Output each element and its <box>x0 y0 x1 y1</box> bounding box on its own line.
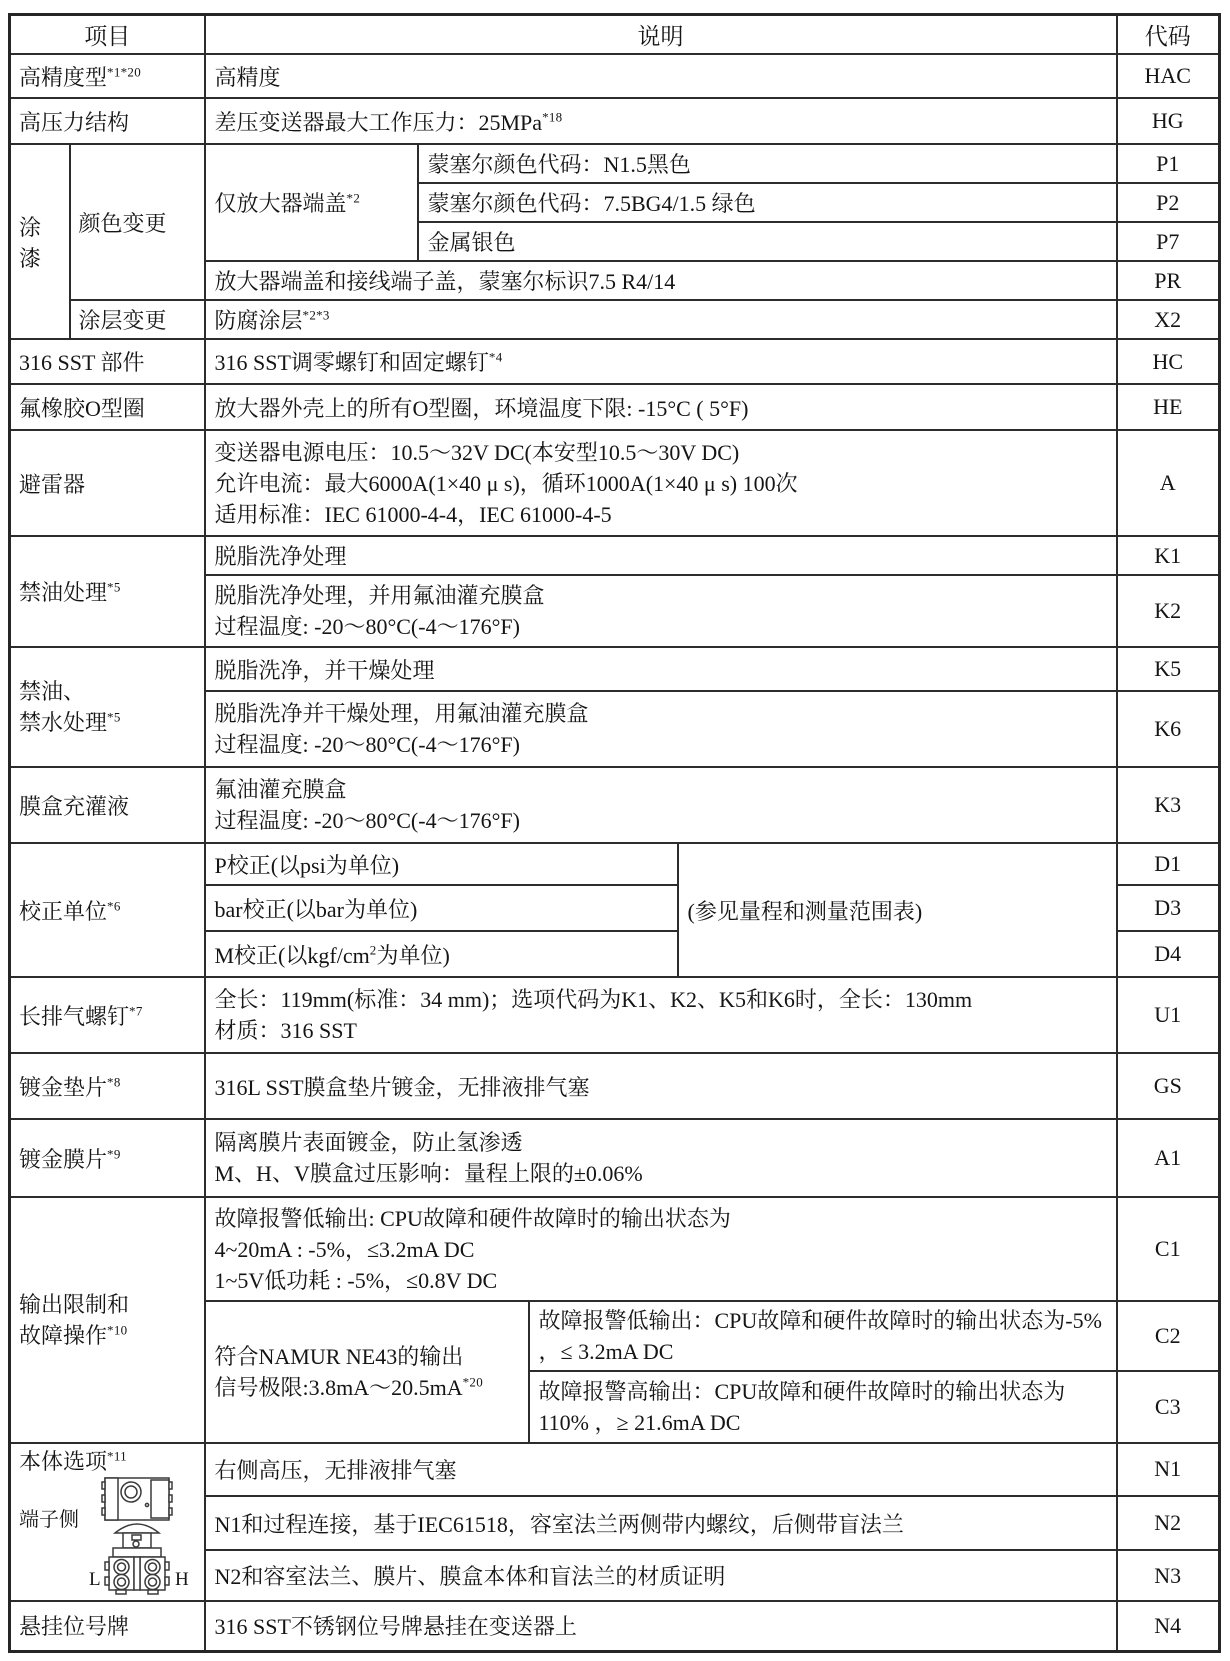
row-hac <box>10 54 1220 98</box>
footnote-sup: *10 <box>107 1322 128 1338</box>
desc-cell-c3 <box>529 1371 1117 1443</box>
desc-line: 故障报警低输出：CPU故障和硬件故障时的输出状态为-5% ，≤ 3.2mA DC <box>538 1308 1102 1364</box>
item-cell-color-change: 颜色变更 <box>70 144 205 300</box>
footnote-sup: *18 <box>542 109 563 125</box>
desc-line <box>215 1372 522 1403</box>
item-label: 故障操作 <box>19 1323 108 1348</box>
code-cell-pr: PR <box>1117 261 1220 300</box>
item-cell-gold-gasket <box>10 1053 205 1119</box>
terminal-side-label: 端子侧 <box>19 1509 79 1531</box>
item-cell-hg: 高压力结构 <box>10 98 205 144</box>
desc-cell-n4: 316 SST不锈钢位号牌悬挂在变送器上 <box>205 1601 1117 1651</box>
code-cell-a1: A1 <box>1117 1119 1220 1197</box>
desc-cell-c2 <box>529 1301 1117 1371</box>
code-cell-k2: K2 <box>1117 575 1220 647</box>
code-cell-x2: X2 <box>1117 300 1220 339</box>
desc-label: M校正(以kgf/cm <box>214 942 370 968</box>
row-u1 <box>10 977 1220 1053</box>
item-label: 禁油处理 <box>19 580 108 605</box>
desc-cell-k6 <box>205 691 1117 767</box>
footnote-sup: *4 <box>488 349 503 365</box>
code-cell-arrester: A <box>1117 430 1220 536</box>
desc-label: 差压变送器最大工作压力：25MPa <box>214 109 543 135</box>
row-p1 <box>10 144 1220 183</box>
option-spec-table <box>8 13 1221 1653</box>
desc-cell-p7: 金属银色 <box>418 222 1117 261</box>
item-cell-oil-free <box>10 536 205 647</box>
row-he <box>10 384 1220 430</box>
footnote-sup: *7 <box>129 1003 143 1019</box>
item-cell-calibration <box>10 843 205 977</box>
code-cell-d3: D3 <box>1117 885 1220 931</box>
desc-cell-d1: P校正(以psi为单位) <box>205 843 678 885</box>
footnote-sup: *9 <box>107 1146 121 1162</box>
footnote-sup: *8 <box>107 1074 121 1090</box>
item-line <box>19 707 198 738</box>
item-cell-tag-plate: 悬挂位号牌 <box>10 1601 205 1651</box>
desc-cell-k3 <box>205 767 1117 843</box>
desc-cell-p2: 蒙塞尔颜色代码：7.5BG4/1.5 绿色 <box>418 183 1117 222</box>
desc-cell-k5: 脱脂洗净，并干燥处理 <box>205 647 1117 691</box>
item-label: 本体选项 <box>19 1449 108 1474</box>
code-cell-p2: P2 <box>1117 183 1220 222</box>
desc-cell-k1: 脱脂洗净处理 <box>205 536 1117 575</box>
code-cell-k3: K3 <box>1117 767 1220 843</box>
desc-line: 故障报警低输出: CPU故障和硬件故障时的输出状态为 <box>214 1205 731 1231</box>
code-cell-hg: HG <box>1117 98 1220 144</box>
transmitter-diagram-icon <box>81 1475 189 1597</box>
desc-line: 故障报警高输出：CPU故障和硬件故障时的输出状态为110% ，≥ 21.6mA DC <box>538 1379 1066 1435</box>
item-line <box>19 1320 198 1351</box>
item-cell-paint: 涂漆 <box>10 144 70 339</box>
desc-line: 过程温度: -20～80°C(-4～176°F) <box>214 808 520 833</box>
row-n4 <box>10 1601 1220 1651</box>
desc-line: 隔离膜片表面镀金，防止氢渗透 <box>214 1130 523 1155</box>
item-cell-body-option <box>10 1443 205 1601</box>
row-x2 <box>10 300 1220 339</box>
desc-label: 防腐涂层 <box>214 308 303 333</box>
desc-cell-hc <box>205 339 1117 384</box>
desc-label: 为单位) <box>376 942 450 968</box>
code-cell-c3: C3 <box>1117 1371 1220 1443</box>
desc-line: 4~20mA : -5%，≤3.2mA DC <box>214 1236 475 1262</box>
desc-cell-pr: 放大器端盖和接线端子盖，蒙塞尔标识7.5 R4/14 <box>205 261 1117 300</box>
item-label: 禁水处理 <box>19 710 108 735</box>
table-header-row <box>10 15 1220 55</box>
code-cell-c2: C2 <box>1117 1301 1220 1371</box>
item-line: 禁油、 <box>19 679 86 704</box>
code-cell-gs: GS <box>1117 1053 1220 1119</box>
footnote-sup: *5 <box>107 579 121 595</box>
item-cell-vent-screw <box>10 977 205 1053</box>
desc-label: 316 SST调零螺钉和固定螺钉 <box>214 350 489 375</box>
row-k3 <box>10 767 1220 843</box>
desc-line: 过程温度: -20～80°C(-4～176°F) <box>214 732 520 757</box>
footnote-sup: *2*3 <box>302 307 330 323</box>
row-n1 <box>10 1443 1220 1496</box>
footnote-sup: *5 <box>107 709 121 725</box>
item-cell-gold-diaphragm <box>10 1119 205 1197</box>
code-cell-c1: C1 <box>1117 1197 1220 1301</box>
item-label: 镀金膜片 <box>19 1146 108 1172</box>
desc-cell-gs: 316L SST膜盒垫片镀金，无排液排气塞 <box>205 1053 1117 1119</box>
footnote-sup: *1*20 <box>107 64 142 80</box>
item-cell-coating-change: 涂层变更 <box>70 300 205 339</box>
item-cell-output-limit <box>10 1197 205 1443</box>
desc-line: 脱脂洗净并干燥处理，用氟油灌充膜盒 <box>214 701 589 726</box>
desc-cell-c1 <box>205 1197 1117 1301</box>
item-label: 长排气螺钉 <box>19 1003 130 1029</box>
code-cell-n1: N1 <box>1117 1443 1220 1496</box>
row-c1 <box>10 1197 1220 1301</box>
footnote-sup: *20 <box>462 1374 484 1390</box>
desc-line: 材质：316 SST <box>214 1018 357 1043</box>
header-item: 项目 <box>10 15 205 55</box>
desc-cell-d3: bar校正(以bar为单位) <box>205 885 678 931</box>
desc-line: M、H、V膜盒过压影响：量程上限的±0.06% <box>214 1161 643 1186</box>
row-k5 <box>10 647 1220 691</box>
desc-line: 脱脂洗净处理，并用氟油灌充膜盒 <box>214 583 545 608</box>
desc-cell-n1: 右侧高压，无排液排气塞 <box>205 1443 1117 1496</box>
footnote-sup: *2 <box>346 190 361 206</box>
code-cell-he: HE <box>1117 384 1220 430</box>
row-hc <box>10 339 1220 384</box>
desc-line: 全长：119mm(标准：34 mm)；选项代码为K1、K2、K5和K6时，全长：130mm <box>214 987 973 1012</box>
desc-cell-arrester <box>205 430 1117 536</box>
desc-cell-p1: 蒙塞尔颜色代码：N1.5黑色 <box>418 144 1117 183</box>
exponent-sup: 2 <box>369 942 377 958</box>
high-side-label: H <box>175 1569 189 1590</box>
low-side-label: L <box>89 1569 101 1590</box>
desc-line: 允许电流：最大6000A(1×40 μ s)，循环1000A(1×40 μ s) 100次 <box>214 470 798 496</box>
item-cell-fill-fluid: 膜盒充灌液 <box>10 767 205 843</box>
desc-line: 氟油灌充膜盒 <box>214 777 347 802</box>
desc-line: 变送器电源电压：10.5～32V DC(本安型10.5～30V DC) <box>214 439 740 465</box>
desc-cell-namur <box>205 1301 529 1443</box>
desc-cell-n2: N1和过程连接，基于IEC61518，容室法兰两侧带内螺纹，后侧带盲法兰 <box>205 1496 1117 1551</box>
desc-cell-hg <box>205 98 1117 144</box>
item-label: 校正单位 <box>19 898 108 924</box>
code-cell-d4: D4 <box>1117 931 1220 977</box>
row-arrester <box>10 430 1220 536</box>
desc-line: 适用标准：IEC 61000-4-4，IEC 61000-4-5 <box>214 501 612 527</box>
item-cell-he: 氟橡胶O型圈 <box>10 384 205 430</box>
row-hg <box>10 98 1220 144</box>
desc-cell-he: 放大器外壳上的所有O型圈，环境温度下限: -15°C ( 5°F) <box>205 384 1117 430</box>
desc-cell-d4 <box>205 931 678 977</box>
item-cell-hc: 316 SST 部件 <box>10 339 205 384</box>
item-cell-oil-water-free <box>10 647 205 767</box>
desc-cell-hac: 高精度 <box>205 54 1117 98</box>
header-description: 说明 <box>205 15 1117 55</box>
desc-cell-n3: N2和容室法兰、膜片、膜盒本体和盲法兰的材质证明 <box>205 1550 1117 1601</box>
desc-cell-range-note: (参见量程和测量范围表) <box>678 843 1117 977</box>
row-gs <box>10 1053 1220 1119</box>
code-cell-p7: P7 <box>1117 222 1220 261</box>
item-label: 高精度型 <box>19 64 108 90</box>
code-cell-hac: HAC <box>1117 54 1220 98</box>
desc-cell-u1 <box>205 977 1117 1053</box>
item-label: 镀金垫片 <box>19 1074 108 1100</box>
desc-line: 1~5V低功耗 : -5%，≤0.8V DC <box>214 1267 498 1293</box>
item-line <box>19 1447 198 1475</box>
row-a1 <box>10 1119 1220 1197</box>
header-code: 代码 <box>1117 15 1220 55</box>
code-cell-n2: N2 <box>1117 1496 1220 1551</box>
code-cell-n3: N3 <box>1117 1550 1220 1601</box>
code-cell-n4: N4 <box>1117 1601 1220 1651</box>
desc-line: 符合NAMUR NE43的输出 <box>214 1344 464 1369</box>
desc-cell-k2 <box>205 575 1117 647</box>
code-cell-d1: D1 <box>1117 843 1220 885</box>
row-d1 <box>10 843 1220 885</box>
desc-cell-amp-cover <box>205 144 418 261</box>
desc-cell-x2 <box>205 300 1117 339</box>
desc-label: 信号极限:3.8mA～20.5mA <box>214 1375 463 1400</box>
item-line: 输出限制和 <box>19 1292 130 1317</box>
footnote-sup: *6 <box>107 898 121 914</box>
desc-label: 仅放大器端盖 <box>214 191 347 216</box>
code-cell-p1: P1 <box>1117 144 1220 183</box>
code-cell-hc: HC <box>1117 339 1220 384</box>
item-cell-arrester: 避雷器 <box>10 430 205 536</box>
item-cell-hac <box>10 54 205 98</box>
code-cell-k5: K5 <box>1117 647 1220 691</box>
footnote-sup: *11 <box>107 1448 127 1464</box>
desc-line: 过程温度: -20～80°C(-4～176°F) <box>214 614 520 639</box>
code-cell-k6: K6 <box>1117 691 1220 767</box>
code-cell-u1: U1 <box>1117 977 1220 1053</box>
desc-cell-a1 <box>205 1119 1117 1197</box>
code-cell-k1: K1 <box>1117 536 1220 575</box>
row-k1 <box>10 536 1220 575</box>
